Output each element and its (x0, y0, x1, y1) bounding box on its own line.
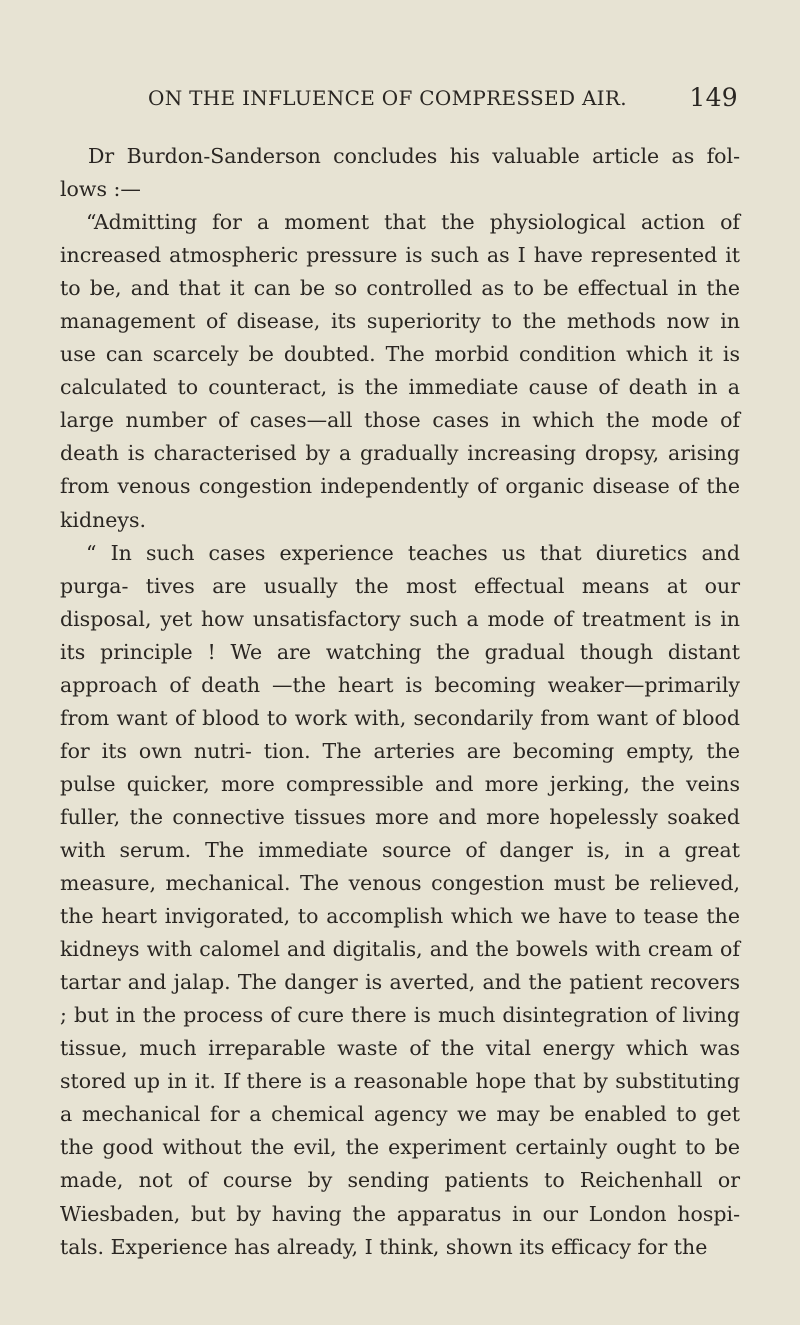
paragraph-intro: Dr Burdon-Sanderson concludes his valuable article as fol- lows :— (60, 144, 740, 202)
running-head: ON THE INFLUENCE OF COMPRESSED AIR. (148, 86, 627, 110)
page-number: 149 (689, 83, 738, 112)
body-text (60, 140, 740, 1264)
page-header (148, 83, 738, 120)
paragraph-quote-1: “Admitting for a moment that the physiological action of increased atmospheric pressure is such as I have represented it to be, and that it can be so controlled as to be effectual in the management of disease, its superiority to the methods now in use can scarcely be doubted. The morbid condition which it is calculated to counteract, is the immediate cause of death in a large number of cases—all those cases in which the mode of death is characterised by a gradually increasing dropsy, arising from venous congestion independently of organic disease of the kidneys. (60, 210, 740, 532)
paragraph-quote-2: “ In such cases experience teaches us that diuretics and purga- tives are usually the most effectual means at our disposal, yet how unsatisfactory such a mode of treatment is in its principle ! We are watching the gradual though distant approach of death —the heart is becoming weaker—primarily from want of blood to work with, secondarily from want of blood for its own nutri- tion. The arteries are becoming empty, the pulse quicker, more compressible and more jerking, the veins fuller, the connective tissues more and more hopelessly soaked with serum. The immediate source of danger is, in a great measure, mechanical. The venous congestion must be relieved, the heart invigorated, to accomplish which we have to tease the kidneys with calomel and digitalis, and the bowels with cream of tartar and jalap. The danger is averted, and the patient recovers ; but in the process of cure there is much disintegration of living tissue, much irreparable waste of the vital energy which was stored up in it. If there is a reasonable hope that by substituting a mechanical for a chemical agency we may be enabled to get the good without the evil, the experiment certainly ought to be made, not of course by sending patients to Reichenhall or Wiesbaden, but by having the apparatus in our London hospi- tals. Experience has already, I think, shown its efficacy for the (60, 540, 740, 1259)
